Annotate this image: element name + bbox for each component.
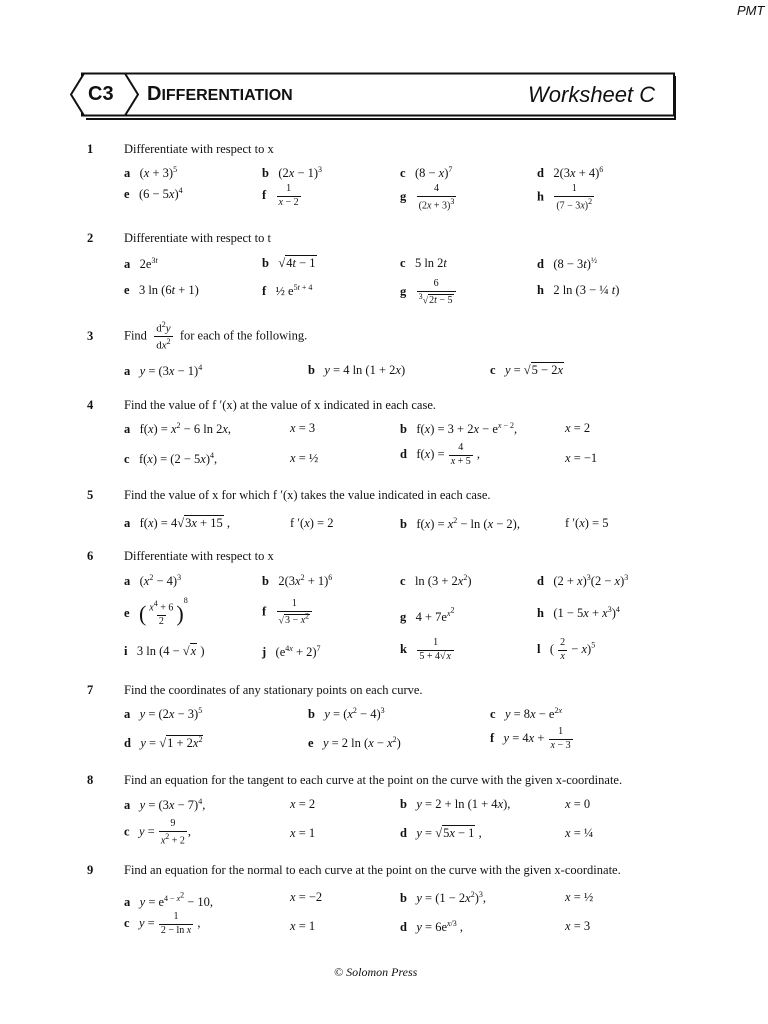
- part-6i: i 3 ln (4 − √x ): [124, 644, 205, 658]
- part-2g: g $\frac{6}{^3√2t - 5}$: [400, 279, 457, 306]
- part-7a: a $y = (2x - 3)^5$: [124, 706, 203, 722]
- question-number: 9: [87, 863, 94, 877]
- part-2h: h 2 ln (3 − ¼ t): [537, 283, 620, 297]
- question-text: Differentiate with respect to x: [124, 549, 274, 563]
- question-number: 4: [87, 398, 94, 412]
- question-text: Find the value of f ′(x) at the value of x indicated in each case.: [124, 398, 436, 412]
- part-5b: b $f(x) = x^2 - \ln (x - 2)$,: [400, 516, 520, 532]
- part-2b: b √4t − 1: [262, 256, 316, 270]
- part-5a-value: f ′(x) = 2: [290, 516, 334, 530]
- question-text: Find an equation for the normal to each curve at the point on the curve with the given x-coordinate.: [124, 863, 621, 877]
- question-number: 3: [87, 329, 94, 343]
- part-5a: a f(x) = 4√3x + 15 ,: [124, 516, 230, 530]
- question-text: Find the coordinates of any stationary points on each curve.: [124, 683, 423, 697]
- pmt-header: PMT: [737, 3, 765, 18]
- part-8d-point: x = ¼: [565, 826, 594, 840]
- part-8b: b y = 2 + ln (1 + 4x),: [400, 797, 511, 811]
- part-3b: b y = 4 ln (1 + 2x): [308, 363, 406, 377]
- part-1f: f $\frac{1}{x - 2}$: [262, 183, 299, 208]
- part-9c-point: x = 1: [290, 919, 316, 933]
- part-9c: c y = $\frac{1}{\text{2 − ln x}}$ ,: [124, 911, 201, 936]
- part-9b-point: x = ½: [565, 890, 594, 904]
- part-6j: j $(e^{4x} + 2)^7$: [262, 644, 321, 660]
- part-5b-value: f ′(x) = 5: [565, 516, 609, 530]
- part-6b: b $2(3x^2 + 1)^6$: [262, 573, 333, 589]
- part-9a: a $y = e^{4 - x^2} - 10$,: [124, 890, 214, 909]
- part-1h: h $\frac{1}{(7 - 3x)^2}$: [537, 183, 593, 211]
- part-4a: a $f(x) = x^2 - 6$ ln 2x,: [124, 421, 232, 437]
- part-1a: a $(x + 3)^5$: [124, 165, 178, 181]
- part-6c: c $\ln (3 + 2x^2)$: [400, 573, 472, 589]
- part-6f: f $\frac{1}{√3 - x^2}$: [262, 599, 313, 626]
- part-4b: b $f(x) = 3 + 2x - e^{x - 2}$,: [400, 421, 518, 437]
- part-8c: c y = $\frac{9}{x^2 + 2}$ ,: [124, 818, 192, 846]
- part-7c: c $y = 8x - e^{2x}$: [490, 706, 563, 722]
- banner-code: C3: [88, 83, 114, 105]
- part-7e: e y = 2 $\ln (x - x^2)$: [308, 735, 401, 751]
- part-6h: h $(1 - 5x + x^3)^4$: [537, 605, 620, 621]
- question-text: Find an equation for the tangent to each curve at the point on the curve with the given x-coordinate.: [124, 773, 623, 787]
- question-number: 8: [87, 773, 94, 787]
- part-3a: a $y = (3x - 1)^4$: [124, 363, 203, 379]
- part-4b-point: x = 2: [565, 421, 591, 435]
- part-6l: l ( $\frac{2}{x}$ − x)$^5$: [537, 637, 596, 662]
- question-text: Find the value of x for which f ′(x) takes the value indicated in each case.: [124, 488, 491, 502]
- part-9b: b $y = (1 - 2x^2)^3$,: [400, 890, 487, 906]
- part-6g: g $4 + 7e^{x^2}$: [400, 605, 455, 624]
- part-6k: k $\frac{1}{5 + 4√x}$: [400, 638, 455, 662]
- question-number: 1: [87, 142, 94, 156]
- part-9a-point: x = −2: [290, 890, 323, 904]
- part-1d: d $2(3x + 4)^6$: [537, 165, 604, 181]
- part-8c-point: x = 1: [290, 826, 316, 840]
- part-4c: c $f(x) = (2 - 5x)^4$,: [124, 451, 218, 467]
- part-4a-point: x = 3: [290, 421, 316, 435]
- question-text: Find $\frac{d^2y}{dx^2}$ for each of the following.: [124, 320, 308, 352]
- part-2c: c 5 ln 2t: [400, 256, 447, 270]
- banner-title: DIFFERENTIATION: [147, 83, 293, 105]
- part-2d: d $(8 - 3t)^{\frac{1}{2}}$: [537, 256, 597, 272]
- part-2a: a $2e^{3t}$: [124, 256, 158, 272]
- part-4d: d f(x) = $\frac{4}{x + 5}$ ,: [400, 442, 481, 467]
- question-number: 5: [87, 488, 94, 502]
- part-7d: d $y = √1 + 2x^2$: [124, 735, 203, 751]
- part-8d: d y = √5x − 1 ,: [400, 826, 482, 840]
- part-7f: f y = 4x + $\frac{1}{x - 3}$: [490, 726, 571, 751]
- part-6e: e ( $\frac{x^4 + 6}{2}$ )$^8$: [124, 596, 188, 628]
- part-6a: a $(x^2 - 4)^3$: [124, 573, 182, 589]
- part-2f: f ½ $e^{5t + 4}$: [262, 283, 313, 299]
- part-3c: c y = √5 − 2x: [490, 363, 564, 377]
- banner-sheet-name: Worksheet C: [528, 82, 656, 107]
- question-number: 6: [87, 549, 94, 563]
- part-1e: e $(6 - 5x)^4$: [124, 186, 183, 202]
- part-4d-point: x = −1: [565, 451, 598, 465]
- part-8a-point: x = 2: [290, 797, 316, 811]
- footer-copyright: © Solomon Press: [334, 965, 418, 979]
- part-9d-point: x = 3: [565, 919, 591, 933]
- part-2e: e 3 ln (6t + 1): [124, 283, 199, 297]
- part-1g: g $\frac{4}{(2x + 3)^3}$: [400, 183, 455, 211]
- part-8b-point: x = 0: [565, 797, 591, 811]
- part-4c-point: x = ½: [290, 451, 319, 465]
- part-8a: a $y = (3x - 7)^4$,: [124, 797, 206, 813]
- part-9d: d $y = 6e^{x/3}$ ,: [400, 919, 464, 935]
- part-7b: b $y = (x^2 - 4)^3$: [308, 706, 385, 722]
- question-number: 2: [87, 231, 94, 245]
- part-6d: d $(2 + x)^3(2 - x)^3$: [537, 573, 629, 589]
- question-number: 7: [87, 683, 94, 697]
- question-text: Differentiate with respect to t: [124, 231, 271, 245]
- part-1b: b $(2x - 1)^3$: [262, 165, 323, 181]
- part-1c: c $(8 - x)^7$: [400, 165, 453, 181]
- question-text: Differentiate with respect to x: [124, 142, 274, 156]
